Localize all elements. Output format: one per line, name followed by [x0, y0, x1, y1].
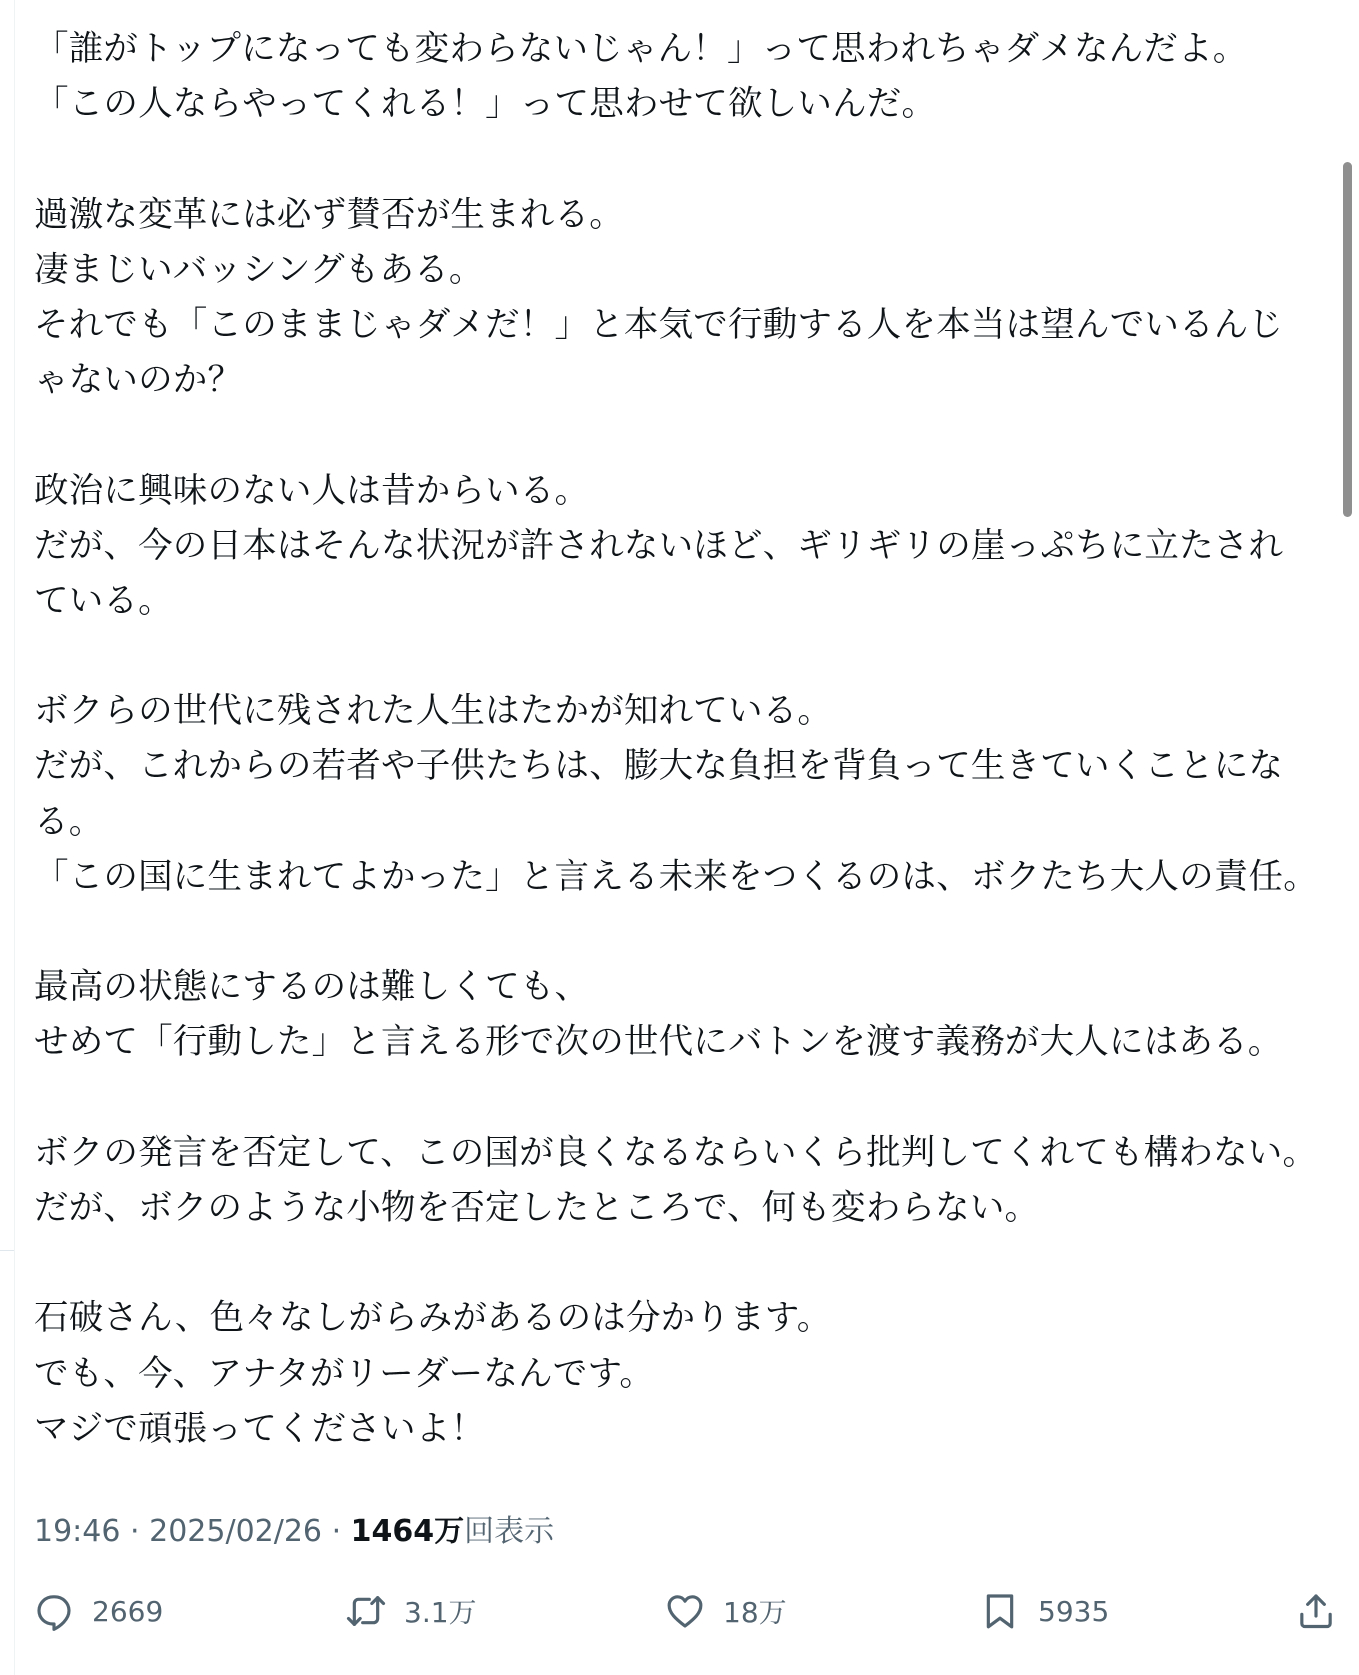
views-count[interactable]: 1464万 [350, 1514, 465, 1549]
tweet-line: マジで頑張ってくださいよ！ [34, 1408, 486, 1449]
retweet-count: 3.1万 [404, 1596, 477, 1629]
tweet-line: ている。 [34, 580, 173, 621]
tweet-time[interactable]: 19:46 [34, 1514, 121, 1549]
tweet-line: だが、ボクのような小物を否定したところで、何も変わらない。 [34, 1187, 1040, 1228]
tweet-line: 政治に興味のない人は昔からいる。 [34, 470, 590, 511]
tweet-line: 「この国に生まれてよかった」と言える未来をつくるのは、ボクたち大人の責任。 [34, 856, 1318, 897]
like-button[interactable] [665, 1580, 787, 1642]
tweet-line: る。 [34, 801, 104, 842]
tweet-line: 「この人ならやってくれる！」って思わせて欲しいんだ。 [34, 84, 937, 125]
tweet-line [34, 905, 1339, 960]
tweet-line [34, 629, 1339, 684]
action-bar [0, 1580, 1359, 1642]
tweet-line: 石破さん、色々なしがらみがあるのは分かります。 [34, 1298, 832, 1339]
bookmark-button[interactable] [980, 1580, 1109, 1642]
tweet-line [34, 1071, 1339, 1126]
tweet-text [34, 22, 1339, 1457]
tweet-line: だが、今の日本はそんな状況が許されないほど、ギリギリの崖っぷちに立たされ [34, 525, 1284, 566]
tweet-line: ボクの発言を否定して、この国が良くなるならいくら批判してくれても構わない。 [34, 1132, 1318, 1173]
tweet-line: ゃないのか？ [34, 360, 243, 401]
meta-separator: · [331, 1514, 342, 1549]
bookmark-icon [980, 1591, 1020, 1631]
views-label: 回表示 [464, 1514, 555, 1549]
tweet-line [34, 1236, 1339, 1291]
tweet-line: せめて「行動した」と言える形で次の世代にバトンを渡す義務が大人にはある。 [34, 1022, 1283, 1063]
tweet-line [34, 132, 1339, 187]
reply-count: 2669 [92, 1594, 164, 1628]
thread-connector [0, 1250, 14, 1251]
tweet-date[interactable]: 2025/02/26 [149, 1514, 323, 1549]
tweet-line: だが、これからの若者や子供たちは、膨大な負担を背負って生きていくことにな [34, 746, 1284, 787]
tweet-line: 凄まじいバッシングもある。 [34, 249, 484, 290]
reply-button[interactable] [34, 1580, 163, 1642]
meta-separator: · [130, 1514, 140, 1549]
share-icon [1296, 1591, 1336, 1631]
tweet-line: 「誰がトップになっても変わらないじゃん！」って思われちゃダメなんだよ。 [34, 29, 1248, 69]
bookmark-count: 5935 [1038, 1594, 1110, 1628]
reply-icon [34, 1591, 74, 1631]
tweet-metadata [34, 1508, 554, 1556]
tweet-line: ボクらの世代に残された人生はたかが知れている。 [34, 691, 833, 732]
retweet-button[interactable] [346, 1580, 477, 1642]
tweet-line: それでも「このままじゃダメだ！」と本気で行動する人を本当は望んでいるんじ [34, 304, 1284, 345]
scrollbar-thumb[interactable] [1343, 162, 1352, 517]
tweet-line [34, 408, 1339, 463]
tweet-line: 最高の状態にするのは難しくても、 [34, 967, 590, 1008]
share-button[interactable] [1296, 1580, 1336, 1642]
left-divider [14, 0, 15, 1675]
tweet-line: 過激な変革には必ず賛否が生まれる。 [34, 194, 624, 235]
tweet-line: でも、今、アナタがリーダーなんです。 [34, 1353, 655, 1394]
heart-icon [665, 1591, 705, 1631]
retweet-icon [346, 1591, 386, 1631]
like-count: 18万 [723, 1596, 787, 1629]
